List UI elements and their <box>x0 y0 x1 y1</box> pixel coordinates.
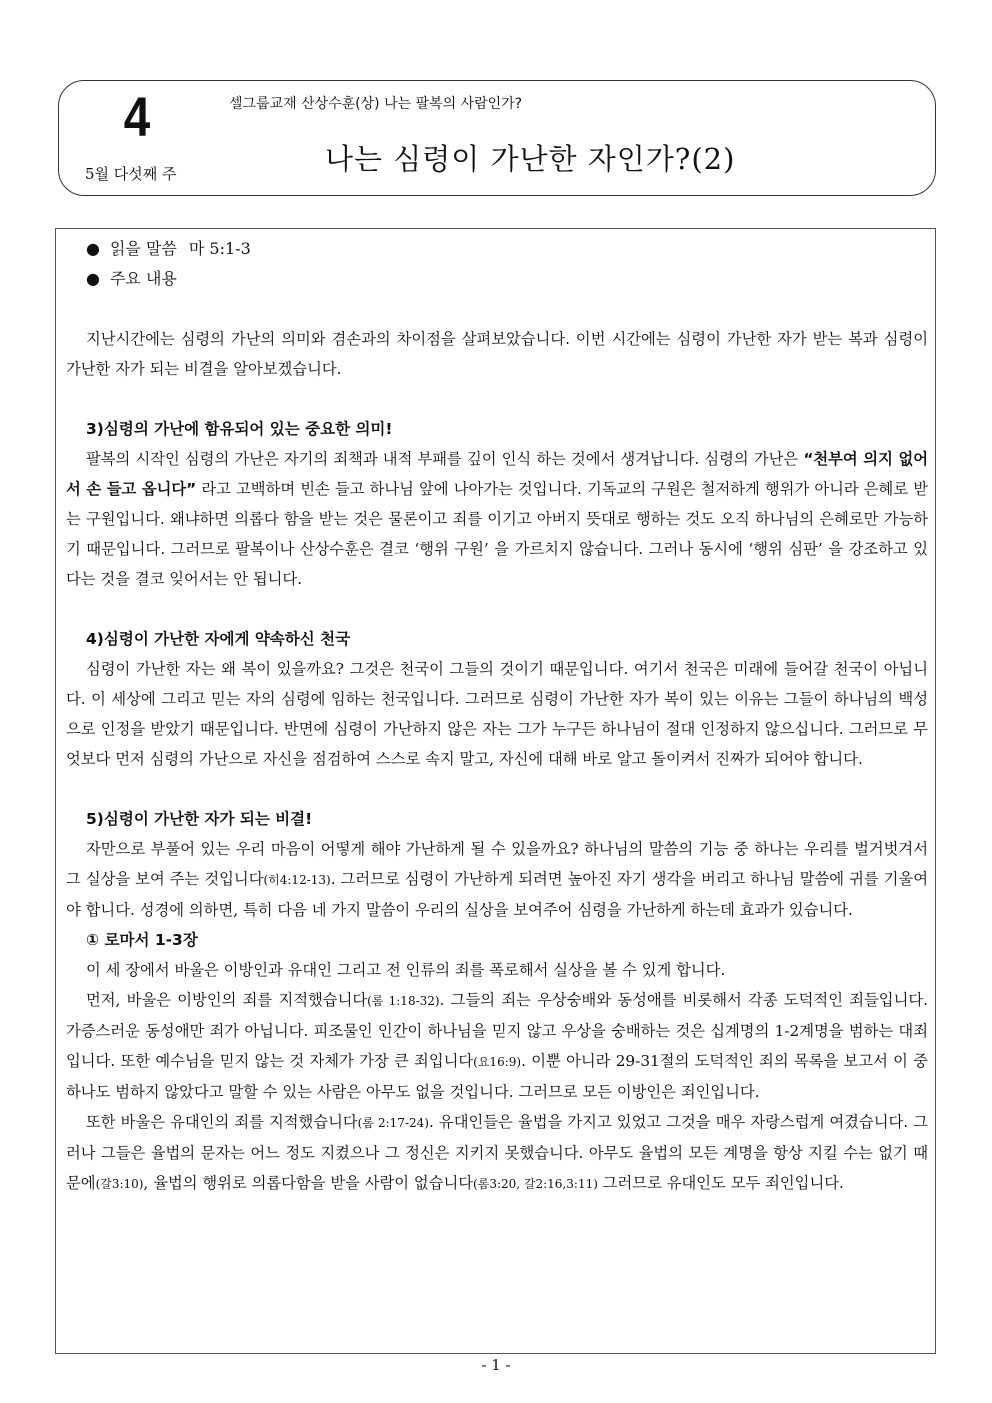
reading-line <box>66 234 928 264</box>
intro-paragraph: 지난시간에는 심령의 가난의 의미와 겸손과의 차이점을 살펴보았습니다. 이번 시간에는 심령이 가난한 자가 받는 복과 심령이 가난한 자가 되는 비결을 알아보겠습니다. <box>66 330 928 378</box>
text-run: 먼저, 바울은 이방인의 죄를 지적했습니다 <box>86 991 368 1009</box>
section3-paragraph <box>66 444 928 594</box>
bullet-icon: ● <box>86 239 100 258</box>
romans-paragraph-1: 이 세 장에서 바울은 이방인과 유대인 그리고 전 인류의 죄를 폭로해서 실상을 볼 수 있게 합니다. <box>86 961 726 979</box>
text-run: 또한 바울은 유대인의 죄를 지적했습니다 <box>86 1113 358 1131</box>
summary-label: 주요 내용 <box>109 269 177 288</box>
section5-paragraph <box>66 834 928 925</box>
section4-heading: 4)심령이 가난한 자에게 약속하신 천국 <box>86 630 351 648</box>
text-run: 팔복의 시작인 심령의 가난은 자기의 죄책과 내적 부패를 깊이 인식 하는 것에서 생겨납니다. 심령의 가난은 <box>86 450 804 468</box>
romans-subheading: ① 로마서 1-3장 <box>86 931 198 949</box>
reading-reference: 마 5:1-3 <box>188 239 251 258</box>
text-run: . 이뿐 아니라 29-31절의 도덕적인 죄의 목록을 보고서 이 중 하나도 범하지 않았다고 말할 수 있는 사람은 아무도 없을 것입니다. 그러므로 모든 이방인은 죄인입니다. <box>66 1052 928 1101</box>
hymn-quote: “천부여 의지 없어서 손 들고 옵니다” <box>66 450 929 498</box>
text-run: . 그들의 죄는 우상숭배와 동성애를 비롯해서 각종 도덕적인 죄들입니다. 가증스러운 동성애만 죄가 아닙니다. 피조물인 인간이 하나님을 믿지 않고 우상을 숭배하는 것은 십계명의 1-2계명을 범하는 대죄입니다. 또한 예수님을 믿지 않는 것 자체가 가장 큰 죄입니다 <box>66 991 928 1070</box>
scripture-ref: (롬 1:18-32) <box>367 994 440 1008</box>
lesson-number: 4 <box>123 85 151 148</box>
page-number: - 1 - <box>481 1356 511 1374</box>
section4-paragraph: 심령이 가난한 자는 왜 복이 있을까요? 그것은 천국이 그들의 것이기 때문입니다. 여기서 천국은 미래에 들어갈 천국이 아닙니다. 이 세상에 그리고 믿는 자의 심령에 임하는 천국입니다. 그러므로 심령이 가난한 자가 복이 있는 이유는 그들이 하나님의 백성으로 인정을 받았기 때문입니다. 반면에 심령이 가난하지 않은 자는 그가 누구든 하나님이 절대 인정하지 않으십니다. 그러므로 무엇보다 먼저 심령의 가난으로 자신을 점검하여 스스로 속지 말고, 자신에 대해 바로 알고 돌이켜서 진짜가 되어야 합니다. <box>66 660 928 768</box>
scripture-ref: (요16:9) <box>473 1055 522 1069</box>
summary-line <box>66 264 928 294</box>
scripture-ref: (히4:12-13) <box>263 873 331 887</box>
text-run: , 율법의 행위로 의롭다함을 받을 사람이 없습니다 <box>143 1174 474 1192</box>
section3-heading: 3)심령의 가난에 함유되어 있는 중요한 의미! <box>86 420 393 438</box>
scripture-ref: (갈3:10) <box>95 1177 144 1191</box>
reading-label: 읽을 말씀 <box>109 239 177 258</box>
lesson-week: 5월 다섯째 주 <box>85 165 177 183</box>
scripture-ref: (롬 2:17-24) <box>357 1116 429 1130</box>
page-title: 나는 심령이 가난한 자인가?(2) <box>325 142 736 176</box>
series-title: 셀그룹교재 산상수훈(상) 나는 팔복의 사람인가? <box>229 96 523 112</box>
lesson-content <box>66 234 928 1199</box>
text-run: 그러므로 유대인도 모두 죄인입니다. <box>597 1174 844 1192</box>
text-run: 라고 고백하며 빈손 들고 하나님 앞에 나아가는 것입니다. 기독교의 구원은 철저하게 행위가 아니라 은혜로 받는 구원입니다. 왜냐하면 의롭다 함을 받는 것은 물론이고 죄를 이기고 아버지 뜻대로 행하는 것도 오직 하나님의 은혜로만 가능하기 때문입니다. 그러므로 팔복이나 산상수훈은 결코 ‘행위 구원’ 을 가르치지 않습니다. 그러나 동시에 ‘행위 심판’ 을 강조하고 있다는 것을 결코 잊어서는 안 됩니다. <box>66 480 929 588</box>
text-run: . 그러므로 심령이 가난하게 되려면 높아진 자기 생각을 버리고 하나님 말씀에 귀를 기울여야 합니다. 성경에 의하면, 특히 다음 네 가지 말씀이 우리의 실상을 보여주어 심령을 가난하게 하는데 효과가 있습니다. <box>66 870 928 919</box>
lesson-header <box>58 80 936 196</box>
scripture-ref: (롬3:20, 갈2:16,3:11) <box>473 1177 598 1191</box>
romans-paragraph-3 <box>66 1107 928 1199</box>
section5-heading: 5)심령이 가난한 자가 되는 비결! <box>86 810 313 828</box>
romans-paragraph-2 <box>66 985 928 1107</box>
bullet-icon: ● <box>86 269 100 288</box>
text-run: 자만으로 부풀어 있는 우리 마음이 어떻게 해야 가난하게 될 수 있을까요? 하나님의 말씀의 기능 중 하나는 우리를 벌거벗겨서 그 실상을 보여 주는 것입니다 <box>66 840 928 888</box>
text-run: . 유대인들은 율법을 가지고 있었고 그것을 매우 자랑스럽게 여겼습니다. 그러나 그들은 율법의 문자는 어느 정도 지켰으나 그 정신은 지키지 못했습니다. 아무도 율법의 모든 계명을 항상 지킬 수는 없기 때문에 <box>66 1113 928 1192</box>
